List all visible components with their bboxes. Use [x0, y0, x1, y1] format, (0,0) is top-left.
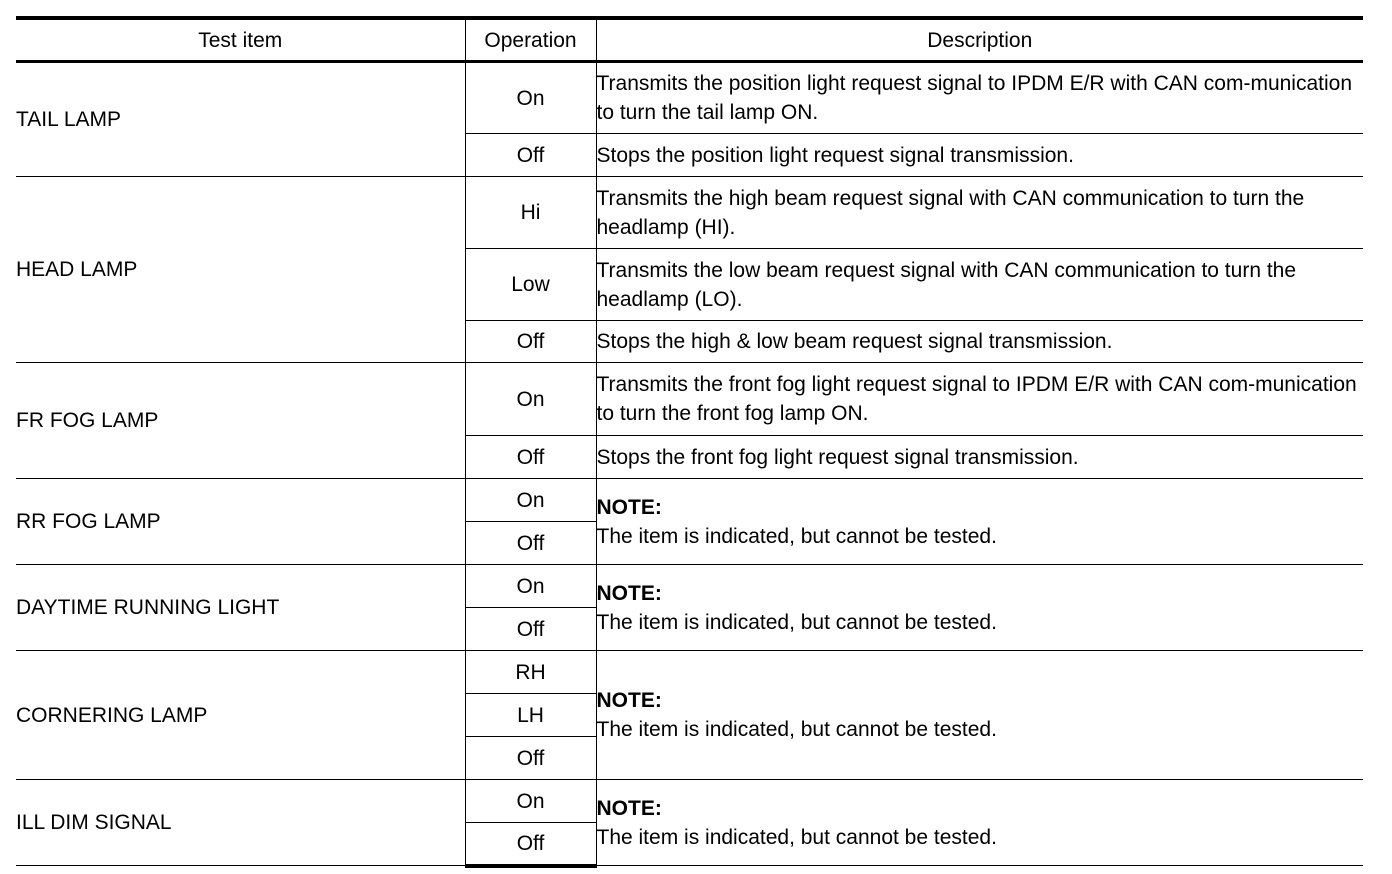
- header-operation: Operation: [465, 18, 596, 62]
- operation-cell: RH: [465, 651, 596, 694]
- operation-cell: Off: [465, 134, 596, 177]
- operation-cell: Off: [465, 737, 596, 780]
- table-row: [16, 62, 1363, 134]
- note-cell: [596, 651, 1363, 780]
- note-body: The item is indicated, but cannot be tested.: [596, 610, 997, 634]
- note-body: The item is indicated, but cannot be tested.: [596, 524, 997, 548]
- test-item-tail-lamp: TAIL LAMP: [16, 62, 465, 177]
- table-row: [16, 363, 1363, 436]
- description-cell: Transmits the front fog light request signal to IPDM E/R with CAN com-munication to turn the front fog lamp ON.: [596, 363, 1363, 436]
- note-body: The item is indicated, but cannot be tested.: [596, 718, 997, 741]
- table-row: [16, 780, 1363, 823]
- operation-cell: LH: [465, 694, 596, 737]
- description-cell: Stops the front fog light request signal transmission.: [596, 436, 1363, 479]
- table-body: [16, 62, 1363, 866]
- header-description: Description: [596, 18, 1363, 62]
- table-row: [16, 479, 1363, 522]
- operation-cell: Off: [465, 436, 596, 479]
- description-cell: Stops the position light request signal transmission.: [596, 134, 1363, 177]
- test-item-rr-fog-lamp: RR FOG LAMP: [16, 479, 465, 565]
- operation-cell: Off: [465, 823, 596, 866]
- note-cell: [596, 479, 1363, 565]
- operation-cell: Hi: [465, 177, 596, 249]
- note-title: NOTE:: [596, 796, 662, 820]
- test-item-ill-dim-signal: ILL DIM SIGNAL: [16, 780, 465, 866]
- table-row: [16, 565, 1363, 608]
- operation-cell: On: [465, 62, 596, 134]
- header-test-item: Test item: [16, 18, 465, 62]
- operation-cell: Off: [465, 608, 596, 651]
- operation-cell: Low: [465, 249, 596, 321]
- note-title: NOTE:: [596, 495, 662, 519]
- test-item-cornering-lamp: CORNERING LAMP: [16, 651, 465, 780]
- description-cell: Transmits the low beam request signal with CAN communication to turn the headlamp (LO).: [596, 249, 1363, 321]
- note-body: The item is indicated, but cannot be tested.: [596, 825, 997, 849]
- description-cell: Transmits the position light request signal to IPDM E/R with CAN com-munication to turn the tail lamp ON.: [596, 62, 1363, 134]
- active-test-table: [16, 16, 1363, 868]
- test-item-head-lamp: HEAD LAMP: [16, 177, 465, 363]
- description-cell: Stops the high & low beam request signal transmission.: [596, 321, 1363, 363]
- note-cell: [596, 780, 1363, 866]
- test-item-fr-fog-lamp: FR FOG LAMP: [16, 363, 465, 479]
- note-title: NOTE:: [596, 689, 662, 712]
- header-row: [16, 18, 1363, 62]
- table-row: [16, 651, 1363, 694]
- note-title: NOTE:: [596, 581, 662, 605]
- note-cell: [596, 565, 1363, 651]
- operation-cell: On: [465, 565, 596, 608]
- description-cell: Transmits the high beam request signal with CAN communication to turn the headlamp (HI).: [596, 177, 1363, 249]
- table-row: [16, 177, 1363, 249]
- operation-cell: Off: [465, 321, 596, 363]
- operation-cell: Off: [465, 522, 596, 565]
- operation-cell: On: [465, 479, 596, 522]
- operation-cell: On: [465, 363, 596, 436]
- table-header: [16, 18, 1363, 62]
- operation-cell: On: [465, 780, 596, 823]
- test-item-daytime-running-light: DAYTIME RUNNING LIGHT: [16, 565, 465, 651]
